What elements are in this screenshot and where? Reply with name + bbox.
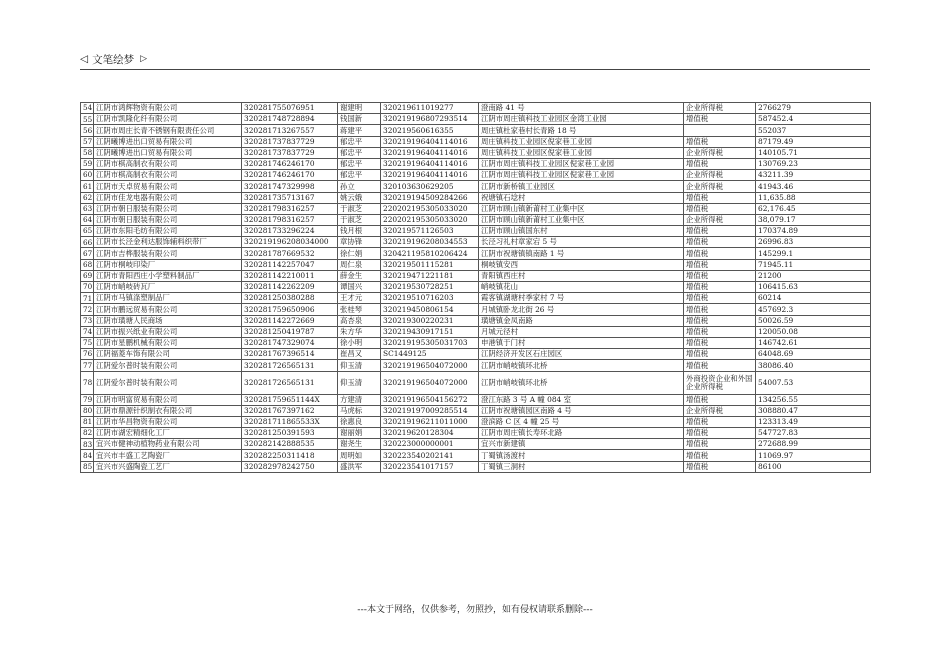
- left-triangle-icon: ◁: [80, 53, 89, 65]
- tax-type-cell: 增值税: [684, 326, 756, 337]
- tax-id-cell: 320281747329998: [242, 181, 338, 192]
- company-name-cell: 江阴爱尔普时装有限公司: [94, 371, 242, 394]
- company-name-cell: 江阴市马镇涤塑制品厂: [94, 293, 242, 304]
- tax-id-cell: 320281142257047: [242, 259, 338, 270]
- id-number-cell: 320219196208034553: [381, 237, 479, 248]
- legal-person-cell: 钱月根: [338, 226, 381, 237]
- amount-cell: 60214: [756, 293, 871, 304]
- company-name-cell: 江阴曦博进出口贸易有限公司: [94, 147, 242, 158]
- company-name-cell: 江阴市鹏远贸易有限公司: [94, 304, 242, 315]
- company-name-cell: 江阴市吉桦服装有限公司: [94, 248, 242, 259]
- tax-type-cell: 增值税: [684, 337, 756, 348]
- tax-type-cell: 增值税: [684, 282, 756, 293]
- amount-cell: 86100: [756, 461, 871, 472]
- company-name-cell: 江阴市周庄长青不锈钢有限责任公司: [94, 125, 242, 136]
- legal-person-cell: 郁忠平: [338, 147, 381, 158]
- id-number-cell: 320219471221181: [381, 270, 479, 281]
- row-number-cell: 82: [81, 428, 94, 439]
- table-row: [81, 226, 871, 237]
- table-row: [81, 136, 871, 147]
- legal-person-cell: 徐仁娟: [338, 248, 381, 259]
- company-name-cell: 江阴市鼎源针织制衣有限公司: [94, 405, 242, 416]
- tax-id-cell: 320281759650906: [242, 304, 338, 315]
- tax-type-cell: 增值税: [684, 237, 756, 248]
- tax-id-cell: 320281733296224: [242, 226, 338, 237]
- row-number-cell: 75: [81, 337, 94, 348]
- company-name-cell: 宜兴市丰盛工艺陶瓷厂: [94, 450, 242, 461]
- address-cell: 江阴市新桥镇工业园区: [479, 181, 684, 192]
- id-number-cell: 320219450806154: [381, 304, 479, 315]
- legal-person-cell: 姚云娥: [338, 192, 381, 203]
- tax-type-cell: [684, 125, 756, 136]
- id-number-cell: 320219501115281: [381, 259, 479, 270]
- tax-id-cell: 320281787669532: [242, 248, 338, 259]
- legal-person-cell: 钱国新: [338, 114, 381, 125]
- tax-type-cell: 企业所得税: [684, 405, 756, 416]
- row-number-cell: 77: [81, 360, 94, 371]
- legal-person-cell: 高杏泉: [338, 315, 381, 326]
- tax-id-cell: 320281798316257: [242, 203, 338, 214]
- row-number-cell: 59: [81, 158, 94, 169]
- address-cell: 月城镇卧龙北街 26 号: [479, 304, 684, 315]
- tax-type-cell: 增值税: [684, 203, 756, 214]
- legal-person-cell: 谭国兴: [338, 282, 381, 293]
- tax-id-cell: 320281250391593: [242, 428, 338, 439]
- legal-person-cell: 徐小明: [338, 337, 381, 348]
- table-row: [81, 125, 871, 136]
- row-number-cell: 80: [81, 405, 94, 416]
- tax-type-cell: 增值税: [684, 158, 756, 169]
- id-number-cell: 320219611019277: [381, 103, 479, 114]
- tax-id-cell: 320281142210011: [242, 270, 338, 281]
- amount-cell: 87179.49: [756, 136, 871, 147]
- amount-cell: 11069.97: [756, 450, 871, 461]
- row-number-cell: 74: [81, 326, 94, 337]
- row-number-cell: 64: [81, 214, 94, 225]
- amount-cell: 123313.49: [756, 416, 871, 427]
- address-cell: 江阴市祝塘镇园区南路 4 号: [479, 405, 684, 416]
- legal-person-cell: 郁忠平: [338, 170, 381, 181]
- tax-id-cell: 320281798316257: [242, 214, 338, 225]
- table-row: [81, 428, 871, 439]
- address-cell: 霞客镇湖塘村季家村 7 号: [479, 293, 684, 304]
- table-row: [81, 237, 871, 248]
- legal-person-cell: 周仁泉: [338, 259, 381, 270]
- table-row: [81, 282, 871, 293]
- tax-type-cell: 企业所得税: [684, 170, 756, 181]
- row-number-cell: 70: [81, 282, 94, 293]
- legal-person-cell: 仰玉清: [338, 360, 381, 371]
- address-cell: 璜塘镇金凤南路: [479, 315, 684, 326]
- company-name-cell: 江阴市朝日服装有限公司: [94, 214, 242, 225]
- address-cell: 月城元径村: [479, 326, 684, 337]
- tax-id-cell: 320281735713167: [242, 192, 338, 203]
- amount-cell: 308880.47: [756, 405, 871, 416]
- amount-cell: 50026.59: [756, 315, 871, 326]
- tax-type-cell: 企业所得税: [684, 214, 756, 225]
- tax-type-cell: 企业所得税: [684, 147, 756, 158]
- tax-id-cell: 320281755076951: [242, 103, 338, 114]
- address-cell: 申港镇于门村: [479, 337, 684, 348]
- row-number-cell: 83: [81, 439, 94, 450]
- address-cell: 宜兴市新建镇: [479, 439, 684, 450]
- amount-cell: 457692.3: [756, 304, 871, 315]
- table-row: [81, 270, 871, 281]
- legal-person-cell: 盛洪军: [338, 461, 381, 472]
- amount-cell: 120050.08: [756, 326, 871, 337]
- row-number-cell: 65: [81, 226, 94, 237]
- company-name-cell: 江阴市桐岐印染厂: [94, 259, 242, 270]
- legal-person-cell: 章协锋: [338, 237, 381, 248]
- tax-type-cell: 增值税: [684, 450, 756, 461]
- company-name-cell: 江阴市明富贸易有限公司: [94, 394, 242, 405]
- address-cell: 江阴市周庄镇长寿环北路: [479, 428, 684, 439]
- table-row: [81, 416, 871, 427]
- row-number-cell: 67: [81, 248, 94, 259]
- legal-person-cell: 徐惠良: [338, 416, 381, 427]
- id-number-cell: 320103630629205: [381, 181, 479, 192]
- legal-person-cell: 谢尧生: [338, 439, 381, 450]
- table-row: [81, 170, 871, 181]
- row-number-cell: 79: [81, 394, 94, 405]
- id-number-cell: 320219196211011000: [381, 416, 479, 427]
- company-name-cell: 宜兴市健神动植物药业有限公司: [94, 439, 242, 450]
- id-number-cell: 320219196504072000: [381, 371, 479, 394]
- address-cell: 丁蜀镇汤渡村: [479, 450, 684, 461]
- row-number-cell: 54: [81, 103, 94, 114]
- table-row: [81, 450, 871, 461]
- table-row: [81, 394, 871, 405]
- right-triangle-icon: ▷: [140, 54, 147, 64]
- tax-type-cell: 增值税: [684, 416, 756, 427]
- legal-person-cell: 谢丽娟: [338, 428, 381, 439]
- address-cell: 江阴市顾山镇国东村: [479, 226, 684, 237]
- company-name-cell: 宜兴市兴盛陶瓷工艺厂: [94, 461, 242, 472]
- id-number-cell: 320219196404114016: [381, 136, 479, 147]
- tax-id-cell: 320281737837729: [242, 147, 338, 158]
- tax-type-cell: 增值税: [684, 360, 756, 371]
- table-row: [81, 181, 871, 192]
- table-row: [81, 158, 871, 169]
- company-name-cell: 江阴曦博进出口贸易有限公司: [94, 136, 242, 147]
- address-cell: 江阴市周庄镇科技工业园区倪家巷工业园: [479, 158, 684, 169]
- address-cell: 澄南路 41 号: [479, 103, 684, 114]
- table-row: [81, 337, 871, 348]
- tax-id-cell: 320281748728894: [242, 114, 338, 125]
- row-number-cell: 55: [81, 114, 94, 125]
- header-title: 文笔绘梦: [92, 53, 135, 66]
- company-name-cell: 江阴市璜塘人民商场: [94, 315, 242, 326]
- tax-type-cell: 增值税: [684, 192, 756, 203]
- row-number-cell: 76: [81, 349, 94, 360]
- tax-type-cell: 增值税: [684, 428, 756, 439]
- legal-person-cell: 于淑芝: [338, 214, 381, 225]
- amount-cell: 140105.71: [756, 147, 871, 158]
- company-name-cell: 江阴爱尔普时装有限公司: [94, 360, 242, 371]
- company-name-cell: 江阴市长泾金利达服饰辅料织带厂: [94, 237, 242, 248]
- id-number-cell: 320219510716203: [381, 293, 479, 304]
- id-number-cell: 320219560616355: [381, 125, 479, 136]
- company-name-cell: 江阴市青阳西庄小学塑料制品厂: [94, 270, 242, 281]
- company-name-cell: 江阴市湖宏精细化工厂: [94, 428, 242, 439]
- amount-cell: 552037: [756, 125, 871, 136]
- tax-type-cell: 外商投资企业和外国企业所得税: [684, 371, 756, 394]
- company-name-cell: 江阴市棋高制衣有限公司: [94, 170, 242, 181]
- tax-type-cell: 增值税: [684, 136, 756, 147]
- address-cell: 江阴经济开发区石庄园区: [479, 349, 684, 360]
- id-number-cell: 320219196404114016: [381, 170, 479, 181]
- legal-person-cell: 周明如: [338, 450, 381, 461]
- address-cell: 周庄镇科技工业园区倪家巷工业园: [479, 136, 684, 147]
- tax-id-cell: 320281142262209: [242, 282, 338, 293]
- id-number-cell: 320219300220231: [381, 315, 479, 326]
- tax-type-cell: 增值税: [684, 439, 756, 450]
- legal-person-cell: 郁忠平: [338, 136, 381, 147]
- legal-person-cell: 方建清: [338, 394, 381, 405]
- address-cell: 峭岐镇花山: [479, 282, 684, 293]
- legal-person-cell: 崔昌又: [338, 349, 381, 360]
- header-divider: [80, 69, 870, 70]
- tax-id-cell: 320219196208034000: [242, 237, 338, 248]
- amount-cell: 64048.69: [756, 349, 871, 360]
- row-number-cell: 58: [81, 147, 94, 158]
- amount-cell: 21200: [756, 270, 871, 281]
- row-number-cell: 71: [81, 293, 94, 304]
- row-number-cell: 66: [81, 237, 94, 248]
- legal-person-cell: 仰玉清: [338, 371, 381, 394]
- amount-cell: 130769.23: [756, 158, 871, 169]
- tax-type-cell: 增值税: [684, 248, 756, 259]
- row-number-cell: 57: [81, 136, 94, 147]
- tax-type-cell: 增值税: [684, 259, 756, 270]
- amount-cell: 26996.83: [756, 237, 871, 248]
- amount-cell: 41943.46: [756, 181, 871, 192]
- table-row: [81, 371, 871, 394]
- tax-id-cell: 320281250380288: [242, 293, 338, 304]
- legal-person-cell: 张桂琴: [338, 304, 381, 315]
- row-number-cell: 84: [81, 450, 94, 461]
- amount-cell: 587452.4: [756, 114, 871, 125]
- tax-type-cell: 企业所得税: [684, 181, 756, 192]
- company-name-cell: 江阴市棋高制衣有限公司: [94, 158, 242, 169]
- address-cell: 澄江东路 3 号 A 幢 084 室: [479, 394, 684, 405]
- table-row: [81, 114, 871, 125]
- tax-id-cell: 320282250311418: [242, 450, 338, 461]
- company-name-cell: 江阴市朝日服装有限公司: [94, 203, 242, 214]
- amount-cell: 547727.83: [756, 428, 871, 439]
- id-number-cell: 320219571126503: [381, 226, 479, 237]
- address-cell: 江阴市峭岐镇环北桥: [479, 360, 684, 371]
- row-number-cell: 81: [81, 416, 94, 427]
- table-row: [81, 326, 871, 337]
- page-header: [80, 50, 870, 68]
- row-number-cell: 68: [81, 259, 94, 270]
- id-number-cell: 320219620128304: [381, 428, 479, 439]
- table-body: [81, 103, 871, 473]
- id-number-cell: 320223000000001: [381, 439, 479, 450]
- footer-notice: ---本文于网络，仅供参考，勿照抄，如有侵权请联系删除---: [357, 605, 593, 615]
- amount-cell: 134256.55: [756, 394, 871, 405]
- legal-person-cell: 蒋建平: [338, 125, 381, 136]
- id-number-cell: 220202195305033020: [381, 214, 479, 225]
- table-row: [81, 439, 871, 450]
- id-number-cell: 220202195305033020: [381, 203, 479, 214]
- company-name-cell: 江阴市凯隆化纤有限公司: [94, 114, 242, 125]
- table-row: [81, 103, 871, 114]
- tax-id-cell: 320282142888535: [242, 439, 338, 450]
- address-cell: 青阳镇西庄村: [479, 270, 684, 281]
- tax-type-cell: 增值税: [684, 293, 756, 304]
- amount-cell: 106415.63: [756, 282, 871, 293]
- id-number-cell: 320219196504156272: [381, 394, 479, 405]
- legal-person-cell: 郁忠平: [338, 158, 381, 169]
- tax-type-cell: 企业所得税: [684, 103, 756, 114]
- tax-id-cell: 320281142272669: [242, 315, 338, 326]
- company-name-cell: 江阴市东阳毛纺有限公司: [94, 226, 242, 237]
- legal-person-cell: 王才元: [338, 293, 381, 304]
- legal-person-cell: 孙立: [338, 181, 381, 192]
- tax-id-cell: 320281767397162: [242, 405, 338, 416]
- address-cell: 江阴市顾山镇新莆村工业集中区: [479, 214, 684, 225]
- address-cell: 长泾习礼村章家宕 5 号: [479, 237, 684, 248]
- table-row: [81, 349, 871, 360]
- legal-person-cell: 谢建明: [338, 103, 381, 114]
- id-number-cell: 320223540202141: [381, 450, 479, 461]
- amount-cell: 62,176.45: [756, 203, 871, 214]
- table-row: [81, 259, 871, 270]
- row-number-cell: 63: [81, 203, 94, 214]
- row-number-cell: 72: [81, 304, 94, 315]
- tax-id-cell: 320281250419787: [242, 326, 338, 337]
- table-row: [81, 304, 871, 315]
- id-number-cell: 320219196404114016: [381, 147, 479, 158]
- tax-id-cell: 320281767396514: [242, 349, 338, 360]
- id-number-cell: 320421195810206424: [381, 248, 479, 259]
- amount-cell: 146742.61: [756, 337, 871, 348]
- amount-cell: 170374.89: [756, 226, 871, 237]
- address-cell: 江阴市顾山镇新莆村工业集中区: [479, 203, 684, 214]
- company-name-cell: 江阴市鸿辉物资有限公司: [94, 103, 242, 114]
- row-number-cell: 69: [81, 270, 94, 281]
- tax-id-cell: 320281711865533X: [242, 416, 338, 427]
- company-name-cell: 江阴市天卓贸易有限公司: [94, 181, 242, 192]
- tax-type-cell: 增值税: [684, 270, 756, 281]
- address-cell: 江阴市祝塘镇镇南路 1 号: [479, 248, 684, 259]
- tax-id-cell: 320281713267557: [242, 125, 338, 136]
- address-cell: 澄滨路 C 区 4 幢 25 号: [479, 416, 684, 427]
- table-row: [81, 405, 871, 416]
- company-name-cell: 江阴市峭岐砖瓦厂: [94, 282, 242, 293]
- address-cell: 周庄镇科技工业园区倪家巷工业园: [479, 147, 684, 158]
- amount-cell: 272688.99: [756, 439, 871, 450]
- row-number-cell: 56: [81, 125, 94, 136]
- company-name-cell: 江阴市振兴纸业有限公司: [94, 326, 242, 337]
- table-row: [81, 461, 871, 472]
- row-number-cell: 60: [81, 170, 94, 181]
- row-number-cell: 85: [81, 461, 94, 472]
- address-cell: 祝塘镇石埝村: [479, 192, 684, 203]
- tax-id-cell: 320281747329074: [242, 337, 338, 348]
- table-row: [81, 147, 871, 158]
- company-name-cell: 江阴市佳龙电器有限公司: [94, 192, 242, 203]
- legal-person-cell: 马虎标: [338, 405, 381, 416]
- table-row: [81, 293, 871, 304]
- table-row: [81, 360, 871, 371]
- id-number-cell: 320219194509284266: [381, 192, 479, 203]
- amount-cell: 71945.11: [756, 259, 871, 270]
- tax-id-cell: 320281746246170: [242, 170, 338, 181]
- tax-id-cell: 320281759651144X: [242, 394, 338, 405]
- amount-cell: 2766279: [756, 103, 871, 114]
- tax-id-cell: 320281746246170: [242, 158, 338, 169]
- amount-cell: 38,079.17: [756, 214, 871, 225]
- id-number-cell: SC1449125: [381, 349, 479, 360]
- amount-cell: 145299.1: [756, 248, 871, 259]
- id-number-cell: 320219196404114016: [381, 158, 479, 169]
- amount-cell: 11,635.88: [756, 192, 871, 203]
- address-cell: 江阴市周庄镇科技工业园区倪家巷工业园: [479, 170, 684, 181]
- id-number-cell: 320219196807293514: [381, 114, 479, 125]
- tax-type-cell: 增值税: [684, 349, 756, 360]
- row-number-cell: 62: [81, 192, 94, 203]
- legal-person-cell: 薛金生: [338, 270, 381, 281]
- tax-records-table: [80, 102, 871, 473]
- tax-id-cell: 320281737837729: [242, 136, 338, 147]
- amount-cell: 43211.39: [756, 170, 871, 181]
- row-number-cell: 73: [81, 315, 94, 326]
- id-number-cell: 320219196504072000: [381, 360, 479, 371]
- id-number-cell: 320219195305031703: [381, 337, 479, 348]
- row-number-cell: 61: [81, 181, 94, 192]
- company-name-cell: 江阴市星鹏机械有限公司: [94, 337, 242, 348]
- address-cell: 周庄镇杜家巷村长青路 18 号: [479, 125, 684, 136]
- address-cell: 江阴市峭岐镇环北桥: [479, 371, 684, 394]
- row-number-cell: 78: [81, 371, 94, 394]
- tax-type-cell: 增值税: [684, 461, 756, 472]
- tax-id-cell: 320281726565131: [242, 360, 338, 371]
- tax-type-cell: 增值税: [684, 114, 756, 125]
- amount-cell: 38086.40: [756, 360, 871, 371]
- legal-person-cell: 于淑芝: [338, 203, 381, 214]
- tax-id-cell: 320281726565131: [242, 371, 338, 394]
- amount-cell: 54007.53: [756, 371, 871, 394]
- tax-type-cell: 增值税: [684, 226, 756, 237]
- table-row: [81, 192, 871, 203]
- legal-person-cell: 朱方华: [338, 326, 381, 337]
- tax-type-cell: 增值税: [684, 304, 756, 315]
- company-name-cell: 江阴市华昌物资有限公司: [94, 416, 242, 427]
- tax-id-cell: 320282978242750: [242, 461, 338, 472]
- id-number-cell: 320219530728251: [381, 282, 479, 293]
- address-cell: 桐岐镇安西: [479, 259, 684, 270]
- id-number-cell: 320219197009285514: [381, 405, 479, 416]
- company-name-cell: 江阴福菱车饰有限公司: [94, 349, 242, 360]
- id-number-cell: 320223541017157: [381, 461, 479, 472]
- tax-type-cell: 增值税: [684, 394, 756, 405]
- table-row: [81, 248, 871, 259]
- table-row: [81, 214, 871, 225]
- address-cell: 丁蜀镇三洞村: [479, 461, 684, 472]
- address-cell: 江阴市周庄镇科技工业园区金湾工业园: [479, 114, 684, 125]
- table-row: [81, 315, 871, 326]
- table-row: [81, 203, 871, 214]
- tax-type-cell: 增值税: [684, 315, 756, 326]
- id-number-cell: 320219430917151: [381, 326, 479, 337]
